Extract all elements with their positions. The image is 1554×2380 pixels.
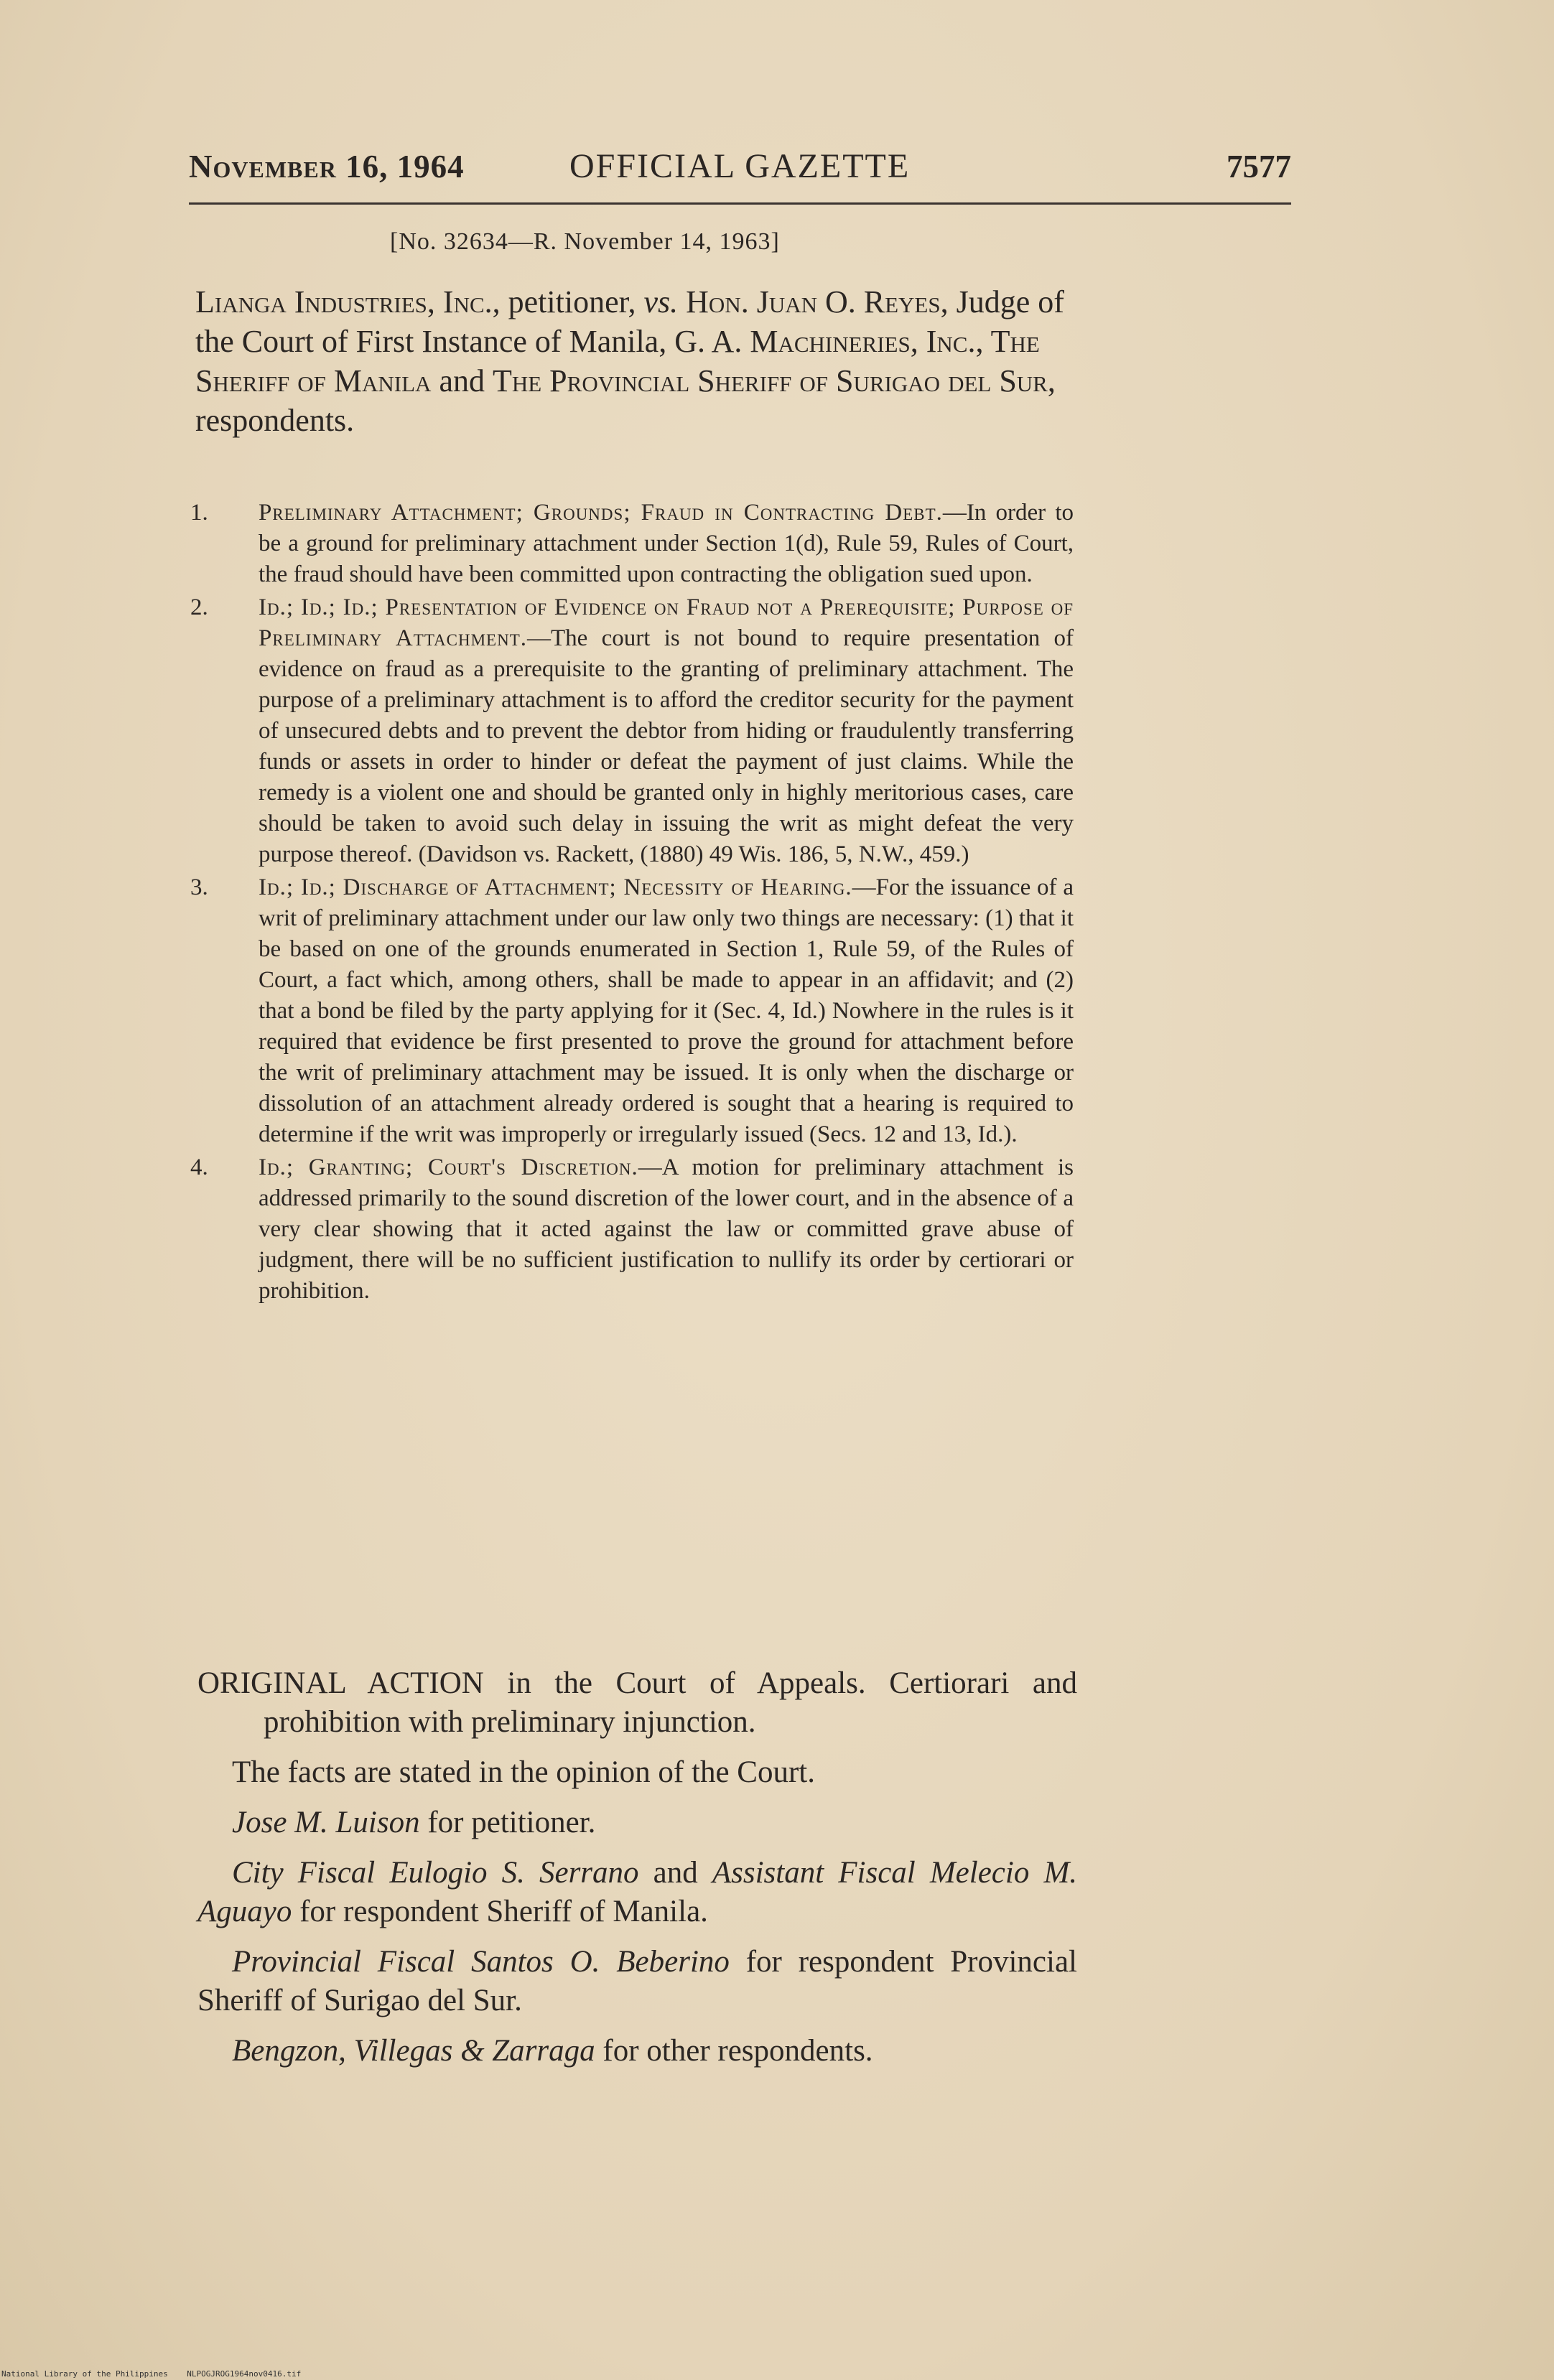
judge-name: Hon. Juan O. Reyes bbox=[678, 284, 941, 319]
counsel-other-respondents bbox=[197, 2032, 1077, 2071]
running-header bbox=[189, 142, 1291, 192]
counsel-role: for respondent Sheriff of Manila. bbox=[292, 1895, 708, 1928]
syllabus-text: —For the issuance of a writ of preliminary attachment under our law only two things are necessary: (1) that it be based on one of the grounds enumerated in Section 1, Rule 59, of the Rules of Court, a fact which, among others, shall be made to appear in an affidavit; and (2) that a bond be filed by the party applying for it (Sec. 4, Id.) Nowhere in the rules is it required that evidence be first presented to prove the ground for attachment before the writ of preliminary attachment may be issued. It is only when the discharge or dissolution of an attachment already ordered is sought that a hearing is required to determine if the writ was improperly or irregularly issued (Secs. 12 and 13, Id.). bbox=[259, 874, 1074, 1147]
syllabus-heading: Preliminary Attachment; Grounds; Fraud in Contracting Debt. bbox=[259, 500, 943, 526]
syllabus-number: 4. bbox=[190, 1154, 208, 1180]
counsel-name: Jose M. Luison bbox=[232, 1806, 420, 1839]
publication-title: OFFICIAL GAZETTE bbox=[569, 147, 911, 185]
respondent-and: and bbox=[439, 363, 493, 398]
counsel-name: Provincial Fiscal Santos O. Beberino bbox=[232, 1945, 730, 1979]
syllabus-item bbox=[190, 872, 1074, 1150]
syllabus-item bbox=[190, 498, 1074, 590]
syllabus-item bbox=[190, 592, 1074, 870]
petitioner-name: Lianga Industries, Inc. bbox=[195, 284, 493, 319]
counsel-name: Assistant Fiscal Melecio M. Aguayo bbox=[197, 1856, 1078, 1928]
original-action: ORIGINAL ACTION in the Court of Appeals. Certiorari and prohibition with preliminary injunction. bbox=[197, 1666, 1077, 1739]
syllabus-number: 2. bbox=[190, 594, 208, 620]
case-body bbox=[197, 1664, 1077, 2082]
syllabus-item bbox=[190, 1152, 1074, 1307]
provincial-sheriff: The Provincial Sheriff of Surigao del Sur bbox=[492, 363, 1048, 398]
counsel-name: Bengzon, Villegas & Zarraga bbox=[232, 2034, 595, 2068]
counsel-provincial-sheriff bbox=[197, 1943, 1077, 2020]
header-rule bbox=[189, 202, 1291, 205]
counsel-petitioner bbox=[197, 1803, 1077, 1842]
counsel-role: for other respondents. bbox=[595, 2034, 873, 2068]
scan-footer: National Library of the Philippines NLPOGJROG1964nov0416.tif bbox=[1, 2369, 302, 2379]
petitioner-role: , petitioner, bbox=[492, 284, 644, 319]
case-number: [No. 32634—R. November 14, 1963] bbox=[390, 228, 780, 255]
case-parties bbox=[195, 282, 1075, 440]
syllabus-heading: Id.; Granting; Court's Discretion. bbox=[259, 1154, 638, 1180]
syllabus-text: —A motion for preliminary attachment is addressed primarily to the sound discretion of the lower court, and in the absence of a very clear showing that it acted against the law or committed grave abuse of judgment, there will be no sufficient justification to nullify its order by certiorari or prohibition. bbox=[259, 1154, 1074, 1304]
syllabus bbox=[190, 498, 1074, 1309]
syllabus-text: —The court is not bound to require presentation of evidence on fraud as a prerequisite to the granting of preliminary attachment. The purpose of a preliminary attachment is to afford the creditor security for the payment of unsecured debts and to prevent the debtor from hiding or fraudulently transferring funds or assets in order to hinder or defeat the payment of just claims. While the remedy is a violent one and should be granted only in highly meritorious cases, care should be taken to avoid such delay in issuing the writ as might defeat the very purpose thereof. (Davidson vs. Rackett, (1880) 49 Wis. 186, 5, N.W., 459.) bbox=[259, 625, 1074, 867]
syllabus-text: —In order to be a ground for preliminary attachment under Section 1(d), Rule 59, Rules of Court, the fraud should have been committed upon contracting the obligation sued upon. bbox=[259, 500, 1074, 587]
syllabus-heading: Id.; Id.; Discharge of Attachment; Necessity of Hearing. bbox=[259, 874, 852, 900]
versus: vs. bbox=[643, 284, 679, 319]
respondent-comma: , bbox=[1047, 363, 1056, 398]
syllabus-heading: Id.; Id.; Id.; Presentation of Evidence on Fraud not a Prerequisite; Purpose of Preliminary Attachment. bbox=[259, 594, 1074, 651]
counsel-conjunction: and bbox=[638, 1856, 712, 1890]
counsel-sheriff-manila bbox=[197, 1854, 1077, 1931]
page-number: 7577 bbox=[1227, 149, 1291, 185]
facts-statement: The facts are stated in the opinion of the Court. bbox=[232, 1755, 815, 1789]
counsel-role: for petitioner. bbox=[419, 1806, 596, 1839]
respondents-label: respondents. bbox=[195, 403, 355, 438]
header-date: November 16, 1964 bbox=[189, 149, 465, 185]
counsel-name: City Fiscal Eulogio S. Serrano bbox=[232, 1856, 639, 1890]
syllabus-number: 3. bbox=[190, 874, 208, 900]
judge-description: , Judge of the Court of First Instance of Manila, bbox=[195, 284, 1064, 359]
respondent-names: G. A. Machineries, Inc., The Sheriff of Manila bbox=[195, 324, 1040, 398]
counsel-role: for respondent Provincial Sheriff of Surigao del Sur. bbox=[197, 1945, 1077, 2017]
syllabus-number: 1. bbox=[190, 500, 208, 526]
